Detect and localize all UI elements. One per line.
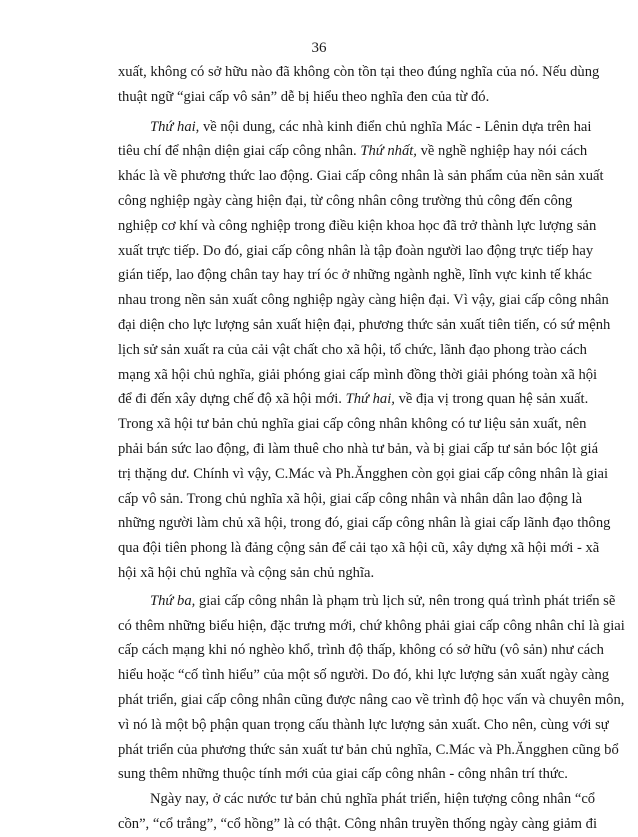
text-segment: cấp vô sản. Trong chủ nghĩa xã hội, giai cấp công nhân và nhân dân lao động là [118, 490, 583, 507]
text-segment: lịch sử sản xuất ra của cải vật chất cho xã hội, tổ chức, lãnh đạo phong trào cách [118, 341, 587, 358]
text-line [118, 536, 600, 561]
text-line [118, 663, 610, 688]
text-segment: tiêu chí để nhận diện giai cấp công nhân. [118, 143, 361, 160]
page-number: 36 [311, 40, 327, 56]
text-segment: phát triển, giai cấp công nhân cũng được nâng cao về trình độ học vấn và chuyên môn, [118, 691, 625, 708]
text-segment: gián tiếp, lao động chân tay hay trí óc ở những ngành nghề, lĩnh vực kinh tế khác [118, 267, 592, 284]
text-line [118, 214, 597, 239]
text-segment: mạng xã hội chủ nghĩa, giải phóng giai cấp mình đồng thời giải phóng toàn xã hội [118, 366, 598, 383]
text-segment: những người làm chủ xã hội, trong đó, giai cấp công nhân là giai cấp lãnh đạo thông [118, 515, 611, 532]
text-line [118, 638, 604, 663]
text-segment: để đi đến xây dựng chế độ xã hội mới. [118, 391, 346, 408]
text-line [118, 437, 599, 462]
text-segment: sung thêm những thuộc tính mới của giai cấp công nhân - công nhân trí thức. [118, 766, 568, 783]
text-line [118, 363, 598, 388]
italic-text: Thứ nhất, [360, 143, 417, 160]
text-segment: về địa vị trong quan hệ sản xuất. [394, 391, 589, 408]
text-segment: cồn”, “cổ trắng”, “cổ hồng” là có thật. Công nhân truyền thống ngày càng giảm đi [118, 815, 598, 832]
text-segment: khác là về phương thức lao động. Giai cấp công nhân là sản phẩm của nền sản xuất [118, 168, 604, 185]
text-line [118, 189, 573, 214]
text-line [118, 561, 563, 586]
text-line [118, 313, 611, 338]
text-segment: có thêm những biểu hiện, đặc trưng mới, chứ không phải giai cấp công nhân chỉ là giai [118, 617, 625, 634]
text-line [118, 85, 563, 110]
text-segment: nhau trong nền sản xuất công nghiệp ngày càng hiện đại. Vì vậy, giai cấp công nhân [118, 292, 609, 309]
text-segment: Trong xã hội tư bản chủ nghĩa giai cấp công nhân không có tư liệu sản xuất, nên [118, 416, 587, 433]
italic-text: Thứ hai, [150, 118, 200, 135]
text-segment: Ngày nay, ở các nước tư bản chủ nghĩa phát triển, hiện tượng công nhân “cổ [150, 791, 596, 808]
text-line [118, 164, 604, 189]
text-segment: về nội dung, các nhà kinh điển chủ nghĩa Mác - Lênin dựa trên hai [199, 118, 592, 135]
text-line [118, 288, 609, 313]
text-segment: vì nó là một bộ phận quan trọng cấu thành lực lượng sản xuất. Cho nên, cùng với sự [118, 716, 609, 733]
text-line [118, 812, 598, 837]
text-segment: cấp cách mạng khi nó nghèo khổ, trình độ thấp, không có sở hữu (vô sản) như cách [118, 642, 604, 659]
text-segment: đại diện cho lực lượng sản xuất hiện đại, phương thức sản xuất tiên tiến, có sứ mệnh [118, 316, 611, 333]
text-line [118, 738, 619, 763]
text-line [118, 139, 588, 164]
text-line [118, 115, 592, 140]
text-line [118, 511, 611, 536]
text-segment: về nghề nghiệp hay nói cách [416, 143, 588, 160]
text-segment: trị thặng dư. Chính vì vậy, C.Mác và Ph.Ăngghen còn gọi giai cấp công nhân là giai [118, 465, 609, 482]
text-segment: phải bán sức lao động, đi làm thuê cho nhà tư bản, và bị giai cấp tư sản bóc lột giá [118, 440, 599, 457]
text-segment: giai cấp công nhân là phạm trù lịch sử, nên trong quá trình phát triển sẽ [195, 592, 616, 609]
text-segment: nghiệp cơ khí và công nghiệp trong điều kiện khoa học đã trở thành lực lượng sản [118, 217, 597, 234]
text-segment: hiểu hoặc “cố tình hiểu” của một số người. Do đó, khi lực lượng sản xuất ngày càng [118, 667, 610, 684]
text-line [118, 387, 589, 412]
text-line [118, 713, 609, 738]
text-line [118, 589, 616, 614]
text-line [118, 60, 600, 85]
text-line [118, 688, 625, 713]
text-line [118, 614, 625, 639]
text-segment: hội xã hội chủ nghĩa và cộng sản chủ nghĩa. [118, 564, 375, 581]
text-segment: phát triển của phương thức sản xuất tư bản chủ nghĩa, C.Mác và Ph.Ăngghen cũng bổ [118, 741, 619, 758]
italic-text: Thứ hai, [345, 391, 395, 408]
text-line [118, 462, 609, 487]
text-line [118, 412, 587, 437]
text-segment: qua đội tiên phong là đảng cộng sản để cải tạo xã hội cũ, xây dựng xã hội mới - xã [118, 540, 600, 557]
body-text [118, 60, 625, 837]
text-line [118, 263, 592, 288]
text-line [118, 487, 583, 512]
text-segment: thuật ngữ “giai cấp vô sản” dễ bị hiểu theo nghĩa đen của từ đó. [118, 88, 490, 105]
text-segment: công nghiệp ngày càng hiện đại, từ công nhân công trường thủ công đến công [118, 192, 573, 209]
text-line [118, 338, 587, 363]
text-line [118, 787, 596, 812]
text-line [118, 762, 568, 787]
text-segment: xuất, không có sở hữu nào đã không còn tồn tại theo đúng nghĩa của nó. Nếu dùng [118, 64, 600, 80]
text-segment: xuất trực tiếp. Do đó, giai cấp công nhân là tập đoàn người lao động trực tiếp hay [118, 242, 594, 259]
italic-text: Thứ ba, [150, 592, 196, 609]
text-line [118, 239, 594, 264]
